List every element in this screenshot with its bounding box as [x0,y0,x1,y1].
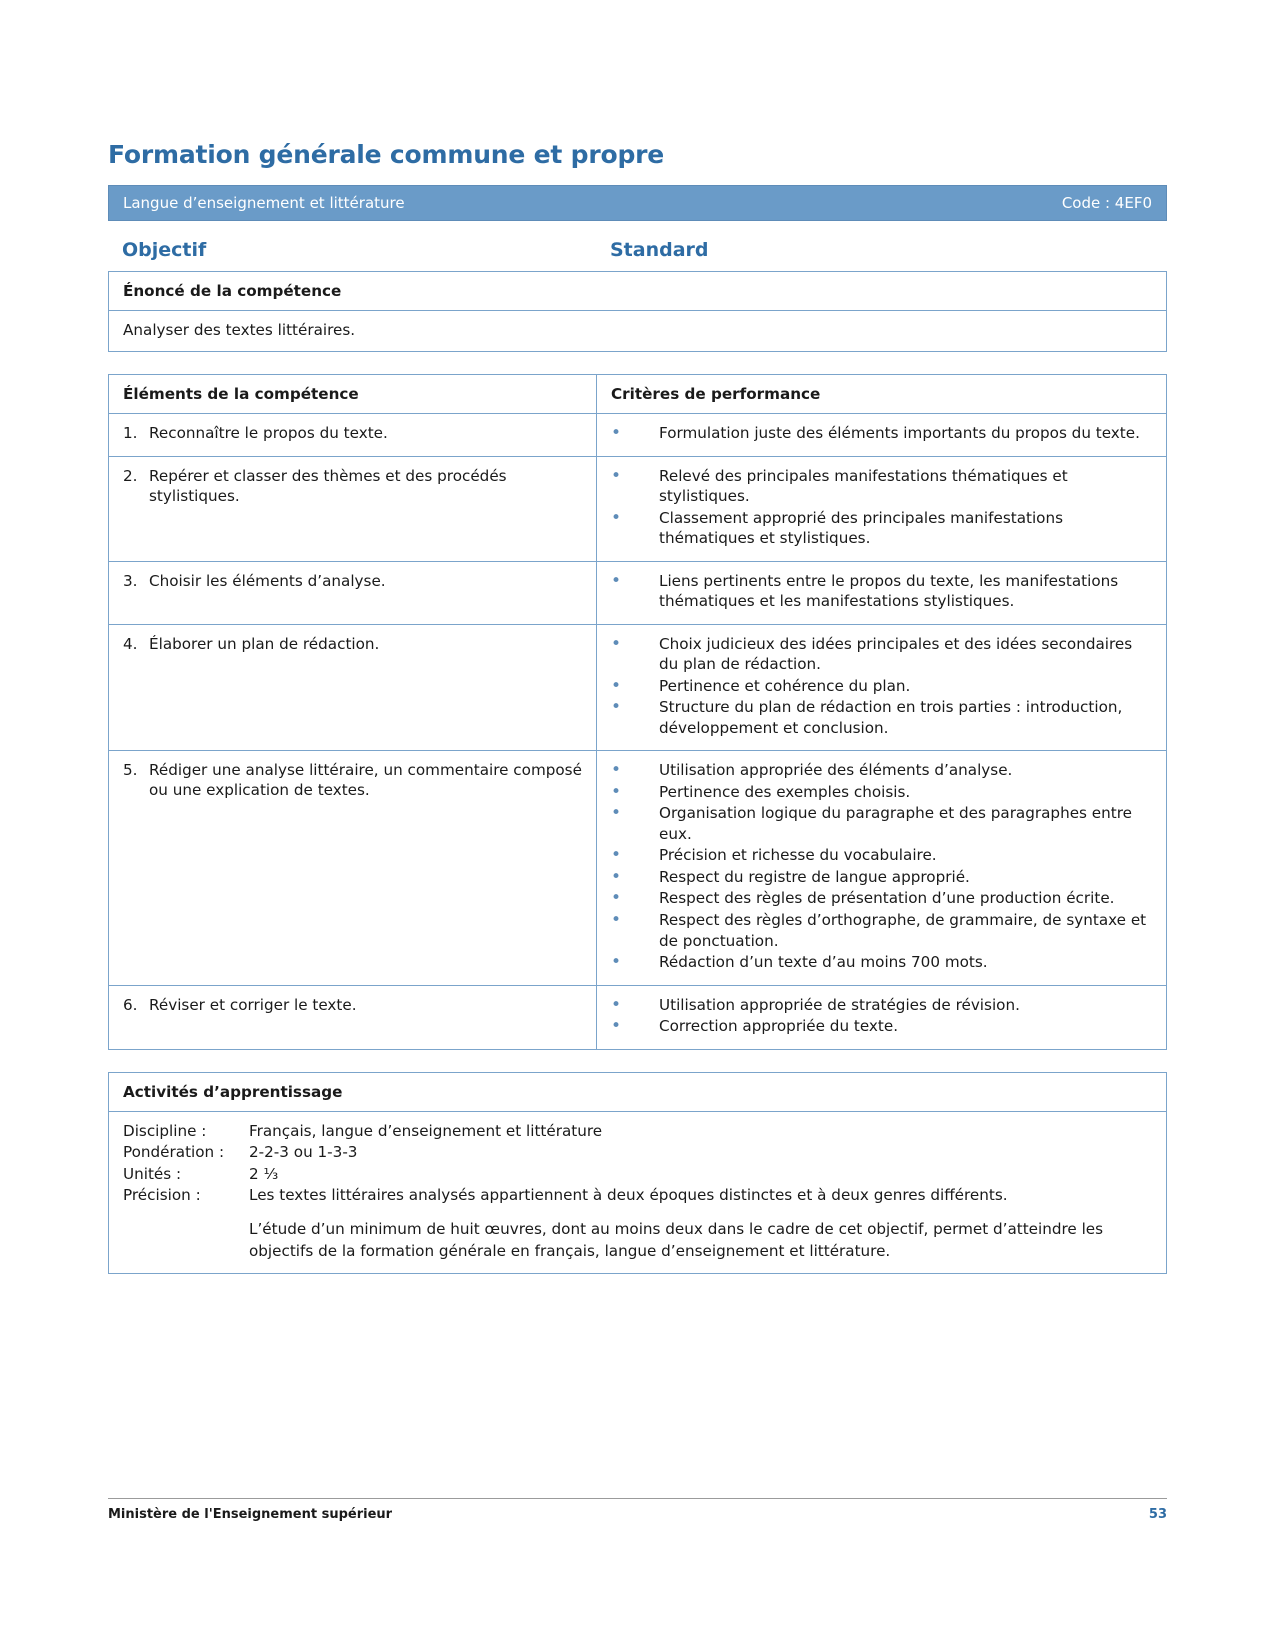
element-number: 1. [123,424,138,443]
element-cell [109,414,597,457]
table-row [109,1111,1167,1273]
element-text: Élaborer un plan de rédaction. [149,634,380,653]
discipline-label: Discipline : [123,1121,207,1140]
precision-label: Précision : [123,1186,201,1205]
criteria-cell [597,985,1167,1049]
units-label: Unités : [123,1164,182,1183]
activity-units [123,1164,1152,1186]
list-item: • Formulation juste des éléments importants du propos du texte. [611,423,1152,444]
list-item: • Rédaction d’un texte d’au moins 700 mots. [611,952,1152,973]
list-item: • Liens pertinents entre le propos du texte, les manifestations thématiques et les manifestations stylistiques. [611,571,1152,612]
subject-label: Langue d’enseignement et littérature [123,194,405,212]
column-headings [108,239,1167,261]
list-item: • Classement approprié des principales manifestations thématiques et stylistiques. [611,508,1152,549]
precision-paragraph-1: Les textes littéraires analysés appartiennent à deux époques distinctes et à deux genres différents. [249,1186,1008,1205]
criteria-cell [597,751,1167,985]
element-cell [109,561,597,624]
element-text: Choisir les éléments d’analyse. [149,571,386,590]
competence-statement-table [108,271,1167,352]
table-row [109,311,1167,352]
criteria-cell [597,624,1167,751]
page-title: Formation générale commune et propre [108,140,665,169]
table-row [109,624,1167,751]
criteria-cell [597,561,1167,624]
element-number: 6. [123,995,138,1014]
list-item: • Utilisation appropriée de stratégies de révision. [611,995,1152,1016]
discipline-value: Français, langue d’enseignement et littérature [249,1121,603,1140]
list-item: • Précision et richesse du vocabulaire. [611,845,1152,866]
list-item: • Pertinence des exemples choisis. [611,782,1152,803]
list-item: • Pertinence et cohérence du plan. [611,676,1152,697]
heading-objectif: Objectif [122,239,207,261]
page-footer [108,1498,1167,1522]
element-number: 3. [123,571,138,590]
precision-values [249,1185,1152,1262]
footer-ministry: Ministère de l'Enseignement supérieur [108,1507,393,1522]
header-criteria: Critères de performance [597,375,1167,414]
element-text: Rédiger une analyse littéraire, un commentaire composé ou une explication de textes. [149,761,582,800]
activity-discipline [123,1121,1152,1143]
criteria-cell [597,456,1167,561]
activity-ponderation [123,1142,1152,1164]
footer-page-number: 53 [1148,1507,1167,1522]
heading-standard: Standard [610,239,709,261]
list-item: • Relevé des principales manifestations thématiques et stylistiques. [611,466,1152,507]
element-number: 4. [123,634,138,653]
list-item: • Choix judicieux des idées principales et des idées secondaires du plan de rédaction. [611,634,1152,675]
table-header-row [109,375,1167,414]
units-value: 2 ⅓ [249,1164,279,1183]
element-cell [109,985,597,1049]
criteria-cell [597,414,1167,457]
list-item: • Respect du registre de langue approprié. [611,867,1152,888]
table-row [109,1072,1167,1111]
activities-body [109,1111,1167,1273]
element-number: 5. [123,761,138,780]
code-label: Code : 4EF0 [1061,194,1152,212]
list-item: • Respect des règles d’orthographe, de grammaire, de syntaxe et de ponctuation. [611,910,1152,951]
list-item: • Respect des règles de présentation d’une production écrite. [611,888,1152,909]
list-item: • Organisation logique du paragraphe et des paragraphes entre eux. [611,803,1152,844]
learning-activities-table [108,1072,1167,1275]
competence-statement-text: Analyser des textes littéraires. [109,311,1167,352]
header-elements: Éléments de la compétence [109,375,597,414]
table-row [109,414,1167,457]
list-item: • Utilisation appropriée des éléments d’analyse. [611,760,1152,781]
element-cell [109,456,597,561]
table-row [109,985,1167,1049]
element-cell [109,624,597,751]
subject-code-bar [108,185,1167,221]
table-row [109,272,1167,311]
table-row [109,561,1167,624]
activity-precision [123,1185,1152,1262]
element-text: Reconnaître le propos du texte. [149,424,388,443]
ponderation-label: Pondération : [123,1143,225,1162]
table-row [109,456,1167,561]
list-item: • Correction appropriée du texte. [611,1016,1152,1037]
ponderation-value: 2-2-3 ou 1-3-3 [249,1143,358,1162]
list-item: • Structure du plan de rédaction en trois parties : introduction, développement et conclusion. [611,697,1152,738]
element-text: Réviser et corriger le texte. [149,995,357,1014]
element-cell [109,751,597,985]
competence-statement-header: Énoncé de la compétence [109,272,1167,311]
activities-header: Activités d’apprentissage [109,1072,1167,1111]
precision-paragraph-2: L’étude d’un minimum de huit œuvres, dont au moins deux dans le cadre de cet objectif, permet d’atteindre les objectifs de la formation générale en français, langue d’enseignement et littérature. [249,1219,1104,1260]
element-text: Repérer et classer des thèmes et des procédés stylistiques. [149,466,507,505]
element-number: 2. [123,466,138,485]
elements-criteria-table [108,374,1167,1049]
table-row [109,751,1167,985]
